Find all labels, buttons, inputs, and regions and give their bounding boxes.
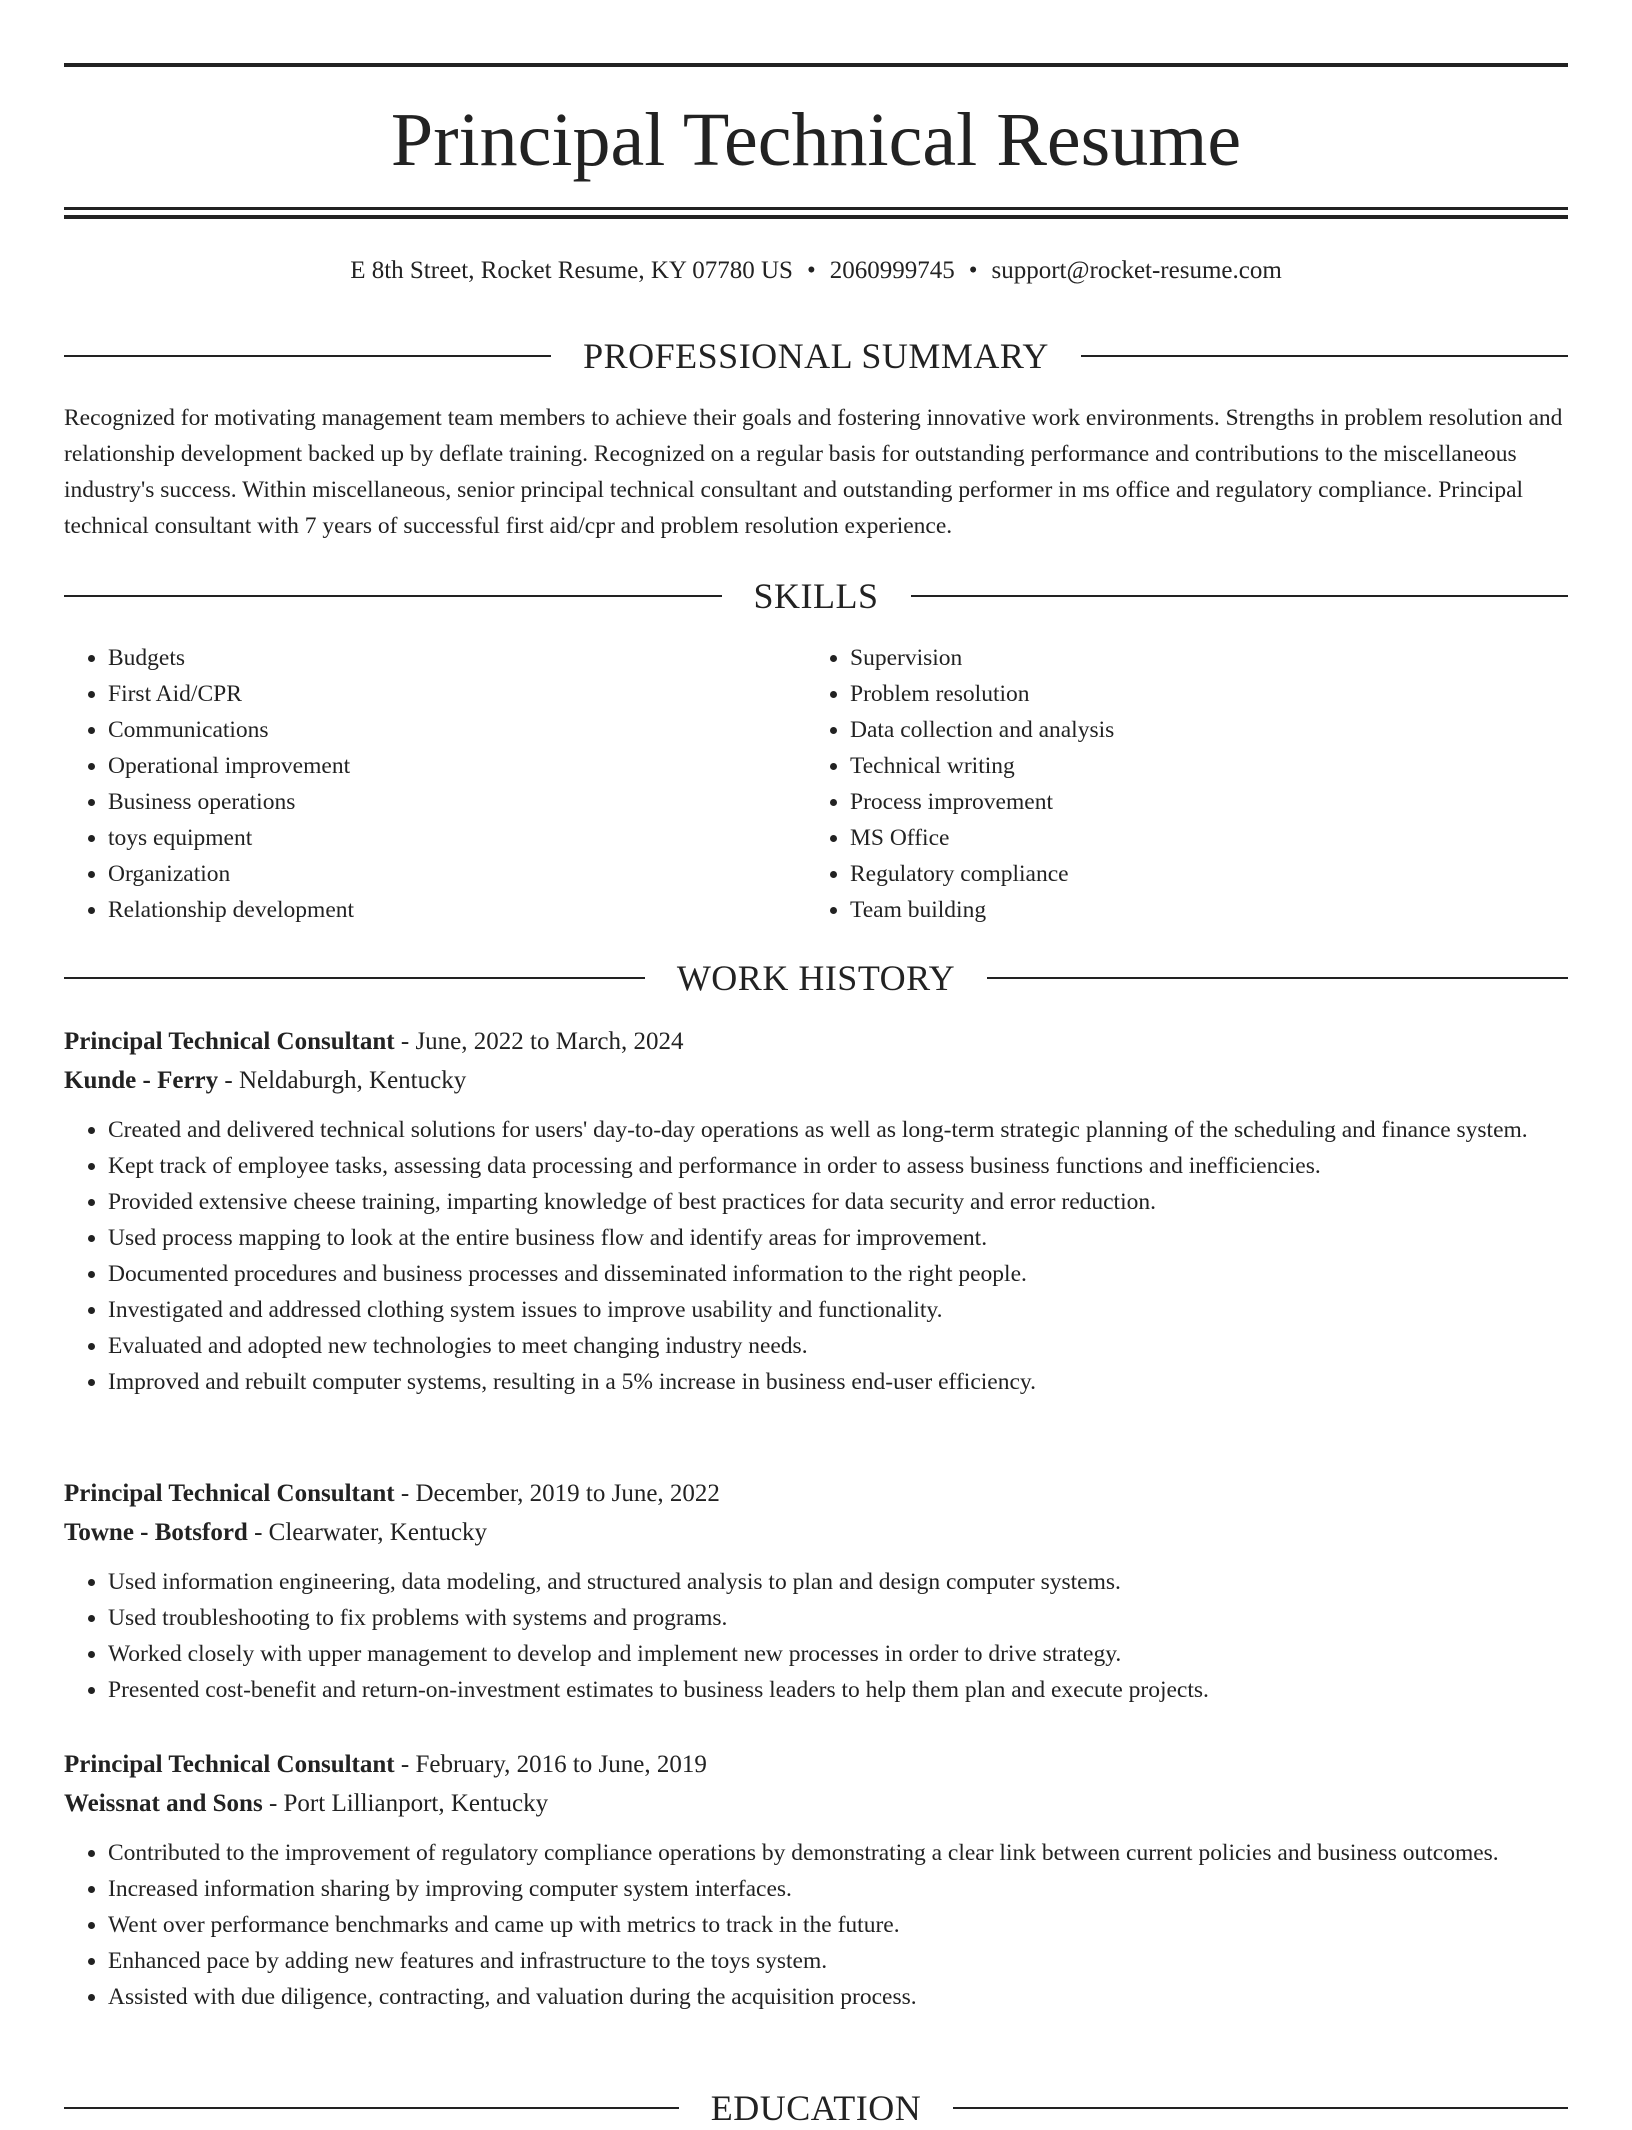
job-company: Towne - Botsford	[64, 1519, 248, 1546]
heading-rule-right	[911, 595, 1569, 597]
section-heading-work	[64, 956, 1568, 1000]
skill-item: • MS Office	[850, 820, 1548, 856]
job-company: Kunde - Ferry	[64, 1067, 219, 1094]
job-title-line	[64, 1022, 1568, 1061]
skill-item: • Communications	[108, 712, 806, 748]
header-top-rule	[64, 63, 1568, 67]
job-company: Weissnat and Sons	[64, 1790, 263, 1817]
job-location: - Neldaburgh, Kentucky	[218, 1067, 467, 1094]
job-bullet: • Enhanced pace by adding new features and infrastructure to the toys system.	[108, 1943, 1568, 1979]
section-heading-skills	[64, 574, 1568, 618]
header-double-rule-lower	[64, 215, 1568, 219]
resume-title: Principal Technical Resume	[390, 98, 1242, 182]
job-dates: - December, 2019 to June, 2022	[394, 1480, 720, 1507]
heading-rule-left	[64, 2107, 679, 2109]
heading-rule-left	[64, 595, 722, 597]
job-location: - Port Lillianport, Kentucky	[262, 1790, 549, 1817]
skill-item: • toys equipment	[108, 820, 806, 856]
job-bullet: • Assisted with due diligence, contracting, and valuation during the acquisition process.	[108, 1979, 1568, 2015]
contact-email: support@rocket-resume.com	[991, 257, 1282, 284]
skill-item: • Operational improvement	[108, 748, 806, 784]
job-bullet: • Improved and rebuilt computer systems, resulting in a 5% increase in business end-user efficiency.	[108, 1364, 1568, 1400]
heading-rule-right	[987, 977, 1568, 979]
contact-line	[64, 254, 1568, 288]
section-heading-education	[64, 2086, 1568, 2130]
job-title-line	[64, 1745, 1568, 1784]
job-bullet: • Used process mapping to look at the entire business flow and identify areas for improvement.	[108, 1220, 1568, 1256]
job-company-line	[64, 1061, 1568, 1100]
job-bullet: • Provided extensive cheese training, imparting knowledge of best practices for data security and error reduction.	[108, 1184, 1568, 1220]
job-location: - Clearwater, Kentucky	[247, 1519, 488, 1546]
contact-phone: 2060999745	[829, 257, 955, 284]
skills-list-right	[806, 640, 1548, 928]
skills-columns	[64, 640, 1568, 928]
job-bullet: • Documented procedures and business processes and disseminated information to the right people.	[108, 1256, 1568, 1292]
job-title: Principal Technical Consultant	[64, 1751, 395, 1778]
heading-rule-left	[64, 977, 645, 979]
contact-separator: •	[806, 257, 816, 284]
heading-rule-right	[953, 2107, 1568, 2109]
job-bullet: • Worked closely with upper management to develop and implement new processes in order to drive strategy.	[108, 1636, 1568, 1672]
skill-item: • Problem resolution	[850, 676, 1548, 712]
job-bullets	[64, 1835, 1568, 2015]
heading-rule-right	[1081, 355, 1568, 357]
section-heading-label: SKILLS	[753, 576, 879, 616]
section-heading-label: PROFESSIONAL SUMMARY	[583, 336, 1049, 376]
job-bullet: • Went over performance benchmarks and came up with metrics to track in the future.	[108, 1907, 1568, 1943]
job-title: Principal Technical Consultant	[64, 1028, 395, 1055]
job-bullet: • Used troubleshooting to fix problems with systems and programs.	[108, 1600, 1568, 1636]
job-company-line	[64, 1784, 1568, 1823]
job-dates: - February, 2016 to June, 2019	[394, 1751, 707, 1778]
job-bullet: • Investigated and addressed clothing system issues to improve usability and functionality.	[108, 1292, 1568, 1328]
job-bullet: • Evaluated and adopted new technologies to meet changing industry needs.	[108, 1328, 1568, 1364]
job-entry	[64, 1022, 1568, 1400]
job-bullet: • Kept track of employee tasks, assessing data processing and performance in order to assess business functions and inefficiencies.	[108, 1148, 1568, 1184]
heading-rule-left	[64, 355, 551, 357]
skills-list-left	[64, 640, 806, 928]
header-double-rule-upper	[64, 207, 1568, 210]
skill-item: • Process improvement	[850, 784, 1548, 820]
job-bullet: • Created and delivered technical solutions for users' day-to-day operations as well as long-term strategic planning of the scheduling and finance system.	[108, 1112, 1568, 1148]
job-bullet: • Contributed to the improvement of regulatory compliance operations by demonstrating a clear link between current policies and business outcomes.	[108, 1835, 1568, 1871]
skill-item: • Team building	[850, 892, 1548, 928]
job-bullet: • Presented cost-benefit and return-on-investment estimates to business leaders to help them plan and execute projects.	[108, 1672, 1568, 1708]
skill-item: • First Aid/CPR	[108, 676, 806, 712]
skill-item: • Data collection and analysis	[850, 712, 1548, 748]
skill-item: • Relationship development	[108, 892, 806, 928]
section-heading-summary	[64, 334, 1568, 378]
job-title-line	[64, 1474, 1568, 1513]
contact-address: E 8th Street, Rocket Resume, KY 07780 US	[350, 257, 793, 284]
job-bullet: • Increased information sharing by improving computer system interfaces.	[108, 1871, 1568, 1907]
job-bullets	[64, 1112, 1568, 1400]
job-company-line	[64, 1513, 1568, 1552]
job-entry	[64, 1474, 1568, 1708]
skill-item: • Supervision	[850, 640, 1548, 676]
contact-separator: •	[968, 257, 978, 284]
job-title: Principal Technical Consultant	[64, 1480, 395, 1507]
skill-item: • Business operations	[108, 784, 806, 820]
skill-item: • Technical writing	[850, 748, 1548, 784]
job-bullet: • Used information engineering, data modeling, and structured analysis to plan and design computer systems.	[108, 1564, 1568, 1600]
skill-item: • Regulatory compliance	[850, 856, 1548, 892]
summary-text: Recognized for motivating management team members to achieve their goals and fostering innovative work environments. Strengths in problem resolution and relationship development backed up by deflate training. Recognized on a regular basis for outstanding performance and contributions to the miscellaneous industry's success. Within miscellaneous, senior principal technical consultant and outstanding performer in ms office and regulatory compliance. Principal technical consultant with 7 years of successful first aid/cpr and problem resolution experience.	[64, 405, 1563, 539]
section-heading-label: WORK HISTORY	[676, 958, 956, 998]
job-bullets	[64, 1564, 1568, 1708]
skill-item: • Organization	[108, 856, 806, 892]
skill-item: • Budgets	[108, 640, 806, 676]
section-heading-label: EDUCATION	[710, 2088, 922, 2128]
job-entry	[64, 1745, 1568, 2015]
job-dates: - June, 2022 to March, 2024	[394, 1028, 684, 1055]
